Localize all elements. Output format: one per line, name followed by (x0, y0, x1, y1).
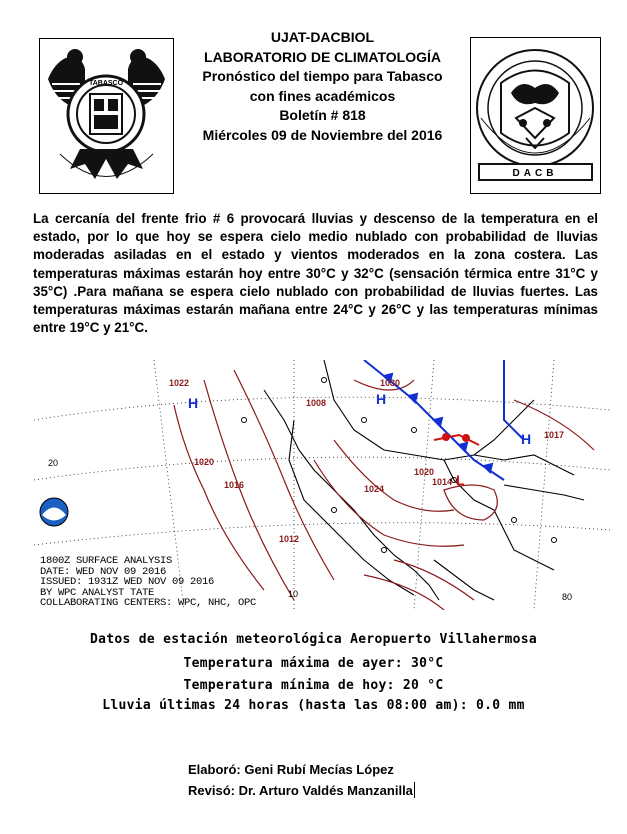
high-pressure-marker: H (376, 391, 387, 407)
dacb-seal-icon (471, 38, 600, 193)
isobar-label: 1024 (364, 484, 385, 494)
institution-name: UJAT-DACBIOL (270, 29, 375, 45)
high-pressure-marker: H (521, 431, 532, 447)
isobar-label: 1022 (169, 378, 190, 388)
ujat-seal-icon (40, 39, 173, 193)
dacb-seal-text: DACB (512, 168, 558, 179)
prepared-by: Elaboró: Geni Rubí Mecías López (188, 762, 394, 777)
map-caption-line: 1800Z SURFACE ANALYSIS (40, 555, 173, 567)
forecast-title: Pronóstico del tiempo para Tabasco (202, 68, 443, 84)
isobar-label: 1030 (380, 378, 401, 388)
longitude-label: 10 (288, 589, 299, 599)
isobar-label: 1020 (194, 457, 215, 467)
low-pressure-marker: L (456, 472, 465, 488)
map-caption-line: ISSUED: 1931Z WED NOV 09 2016 (40, 576, 215, 588)
forecast-subtitle: con fines académicos (249, 87, 396, 104)
forecast-paragraph: La cercanía del frente frio # 6 provocará lluvias y descenso de la temperatura en el estado, por lo que hoy se espera cielo medio nublado con probabilidad de lluvias moderadas asiladas en el estado y vientos moderados en la zona costera. Las temperaturas máximas estarán hoy entre 30°C y 32°C (sensación térmica entre 31°C y 35°C) .Para mañana se espera cielo nublado con probabilidad de lluvias fuertes. Las temperaturas máximas estarán mañana entre 24°C y 26°C y las temperaturas mínimas entre 19°C y 21°C. (33, 211, 598, 336)
isobar-label: 1016 (224, 480, 245, 490)
high-pressure-marker: H (188, 395, 199, 411)
longitude-label: 80 (562, 592, 573, 602)
isobar-label: 1008 (306, 398, 327, 408)
ujat-seal-text: TABASCO (88, 80, 124, 87)
bulletin-header (175, 28, 470, 145)
map-caption-line: BY WPC ANALYST TATE (40, 586, 155, 599)
isobar-label: 1017 (544, 430, 565, 440)
map-caption-line: DATE: WED NOV 09 2016 (40, 565, 167, 578)
isobar-label: 1020 (414, 467, 435, 477)
reviewed-by-text: Revisó: Dr. Arturo Valdés Manzanilla (188, 783, 413, 798)
map-caption-line: COLLABORATING CENTERS: WPC, NHC, OPC (40, 597, 257, 609)
latitude-label: 20 (48, 458, 59, 468)
isobar-label: 1012 (279, 534, 300, 544)
laboratory-name: LABORATORIO DE CLIMATOLOGÍA (204, 48, 441, 65)
isobar-label: 1014 (432, 477, 453, 487)
bulletin-date: Miércoles 09 de Noviembre del 2016 (202, 126, 443, 143)
min-temperature: Temperatura mínima de hoy: 20 °C (183, 678, 444, 693)
ujat-logo (39, 38, 174, 194)
max-temperature: Temperatura máxima de ayer: 30°C (183, 656, 444, 671)
surface-analysis-map (34, 360, 610, 610)
station-title: Datos de estación meteorológica Aeropuerto Villahermosa (90, 632, 537, 647)
dacb-logo (470, 37, 601, 194)
text-cursor (414, 782, 415, 798)
rainfall: Lluvia últimas 24 horas (hasta las 08:00 am): 0.0 mm (102, 698, 525, 713)
map-caption (40, 556, 256, 609)
bulletin-number: Boletín # 818 (279, 107, 366, 123)
reviewed-by (188, 782, 415, 798)
